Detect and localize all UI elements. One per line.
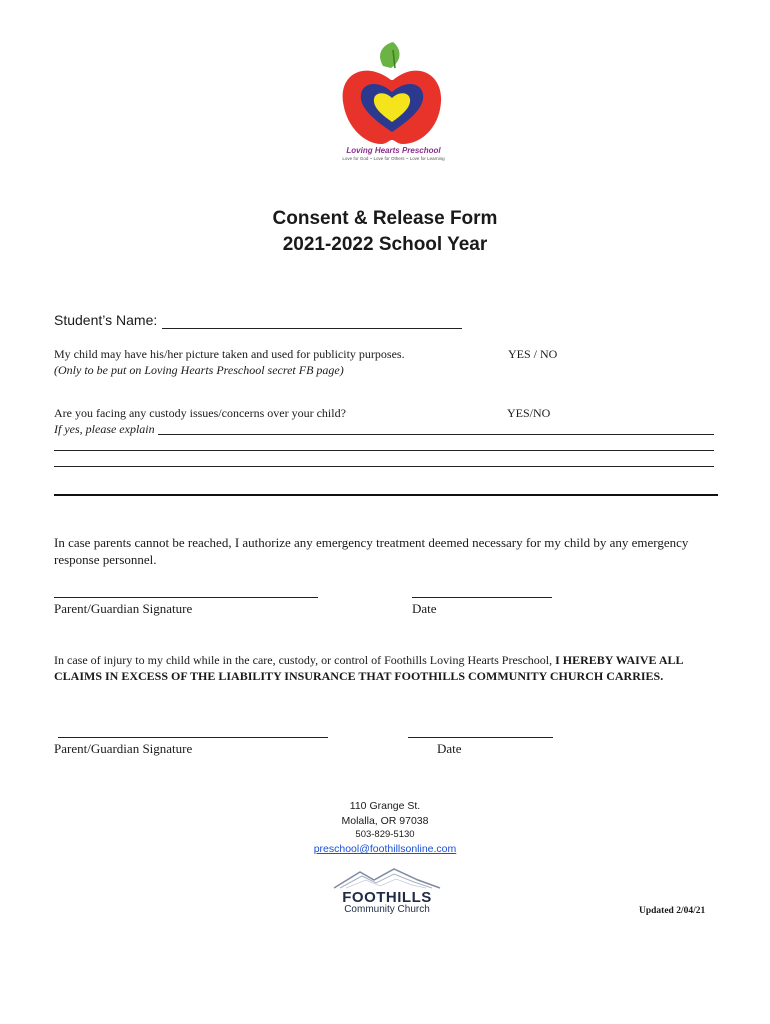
address-city: Molalla, OR 97038 <box>341 815 429 827</box>
emergency-authorization-text: In case parents cannot be reached, I authorize any emergency treatment deemed necessary for my child by any emergency response personnel. <box>54 535 689 567</box>
custody-yes-no[interactable]: YES/NO <box>507 406 551 420</box>
custody-explain-label: If yes, please explain <box>54 422 155 436</box>
liability-waiver-text <box>54 652 704 684</box>
waiver-plain-text: In case of injury to my child while in the care, custody, or control of Foothills Loving Hearts Preschool, <box>54 653 556 667</box>
address-phone: 503-829-5130 <box>355 829 415 840</box>
waiver-date-label: Date <box>437 741 462 756</box>
waiver-date-line[interactable] <box>408 737 553 738</box>
address-street: 110 Grange St. <box>349 800 421 812</box>
form-title: Consent & Release Form <box>272 208 498 229</box>
student-name-label: Student’s Name: <box>54 312 158 328</box>
updated-date: Updated 2/04/21 <box>639 906 706 916</box>
emergency-signature-line[interactable] <box>54 597 318 598</box>
emergency-date-line[interactable] <box>412 597 552 598</box>
publicity-note: (Only to be put on Loving Hearts Preschool secret FB page) <box>54 363 344 377</box>
emergency-signature-label: Parent/Guardian Signature <box>54 601 193 616</box>
explain-line-3[interactable] <box>54 466 714 467</box>
waiver-bold-text: I HEREBY WAIVE ALL CLAIMS IN EXCESS OF THE LIABILITY INSURANCE THAT FOOTHILLS COMMUNITY CHURCH CARRIES. <box>54 653 683 683</box>
publicity-question: My child may have his/her picture taken and used for publicity purposes. <box>54 347 405 361</box>
waiver-signature-label: Parent/Guardian Signature <box>54 741 193 756</box>
school-year: 2021-2022 School Year <box>282 234 488 255</box>
waiver-signature-line[interactable] <box>58 737 328 738</box>
student-name-field[interactable] <box>162 328 462 329</box>
explain-line-2[interactable] <box>54 450 714 451</box>
logo-name: Loving Hearts Preschool <box>346 146 441 155</box>
leaf-icon <box>380 42 399 68</box>
custody-question: Are you facing any custody issues/concerns over your child? <box>54 406 346 420</box>
church-subtitle: Community Church <box>344 904 430 915</box>
publicity-yes-no[interactable]: YES / NO <box>508 347 558 361</box>
church-name: FOOTHILLS <box>342 889 432 906</box>
section-divider <box>54 494 718 496</box>
logo-tagline: Love for God ~ Love for Others ~ Love for Learning <box>342 156 445 161</box>
emergency-date-label: Date <box>412 601 437 616</box>
email-link[interactable]: preschool@foothillsonline.com <box>313 843 457 855</box>
explain-line-1[interactable] <box>158 434 714 435</box>
